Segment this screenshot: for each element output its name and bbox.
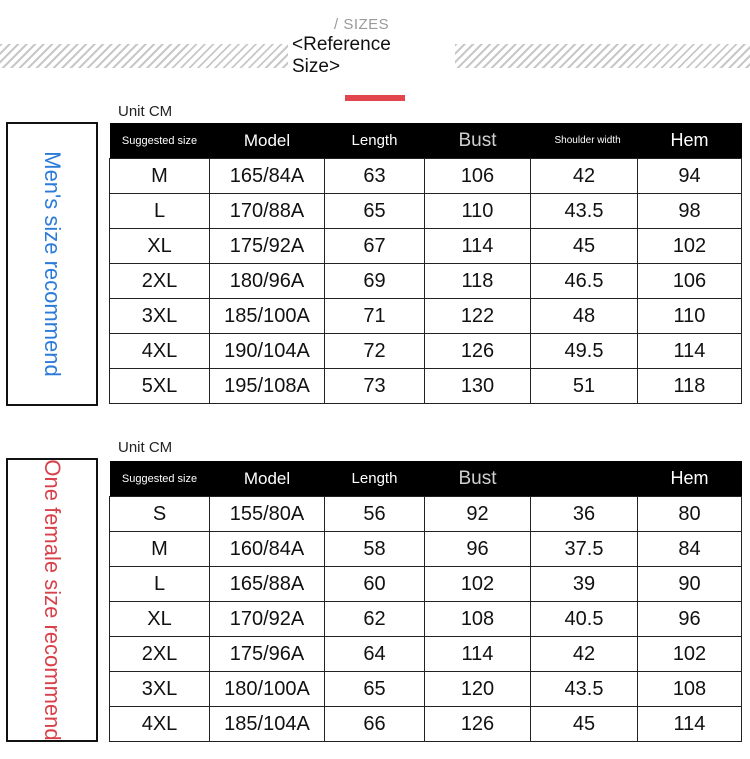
column-header: Hem: [638, 123, 742, 159]
table-cell: 126: [425, 334, 531, 369]
table-cell: 110: [638, 299, 742, 334]
table-row: [110, 194, 742, 229]
table-row: [110, 264, 742, 299]
table-cell: 190/104A: [210, 334, 325, 369]
women-header-row: [110, 461, 742, 497]
table-cell: 106: [638, 264, 742, 299]
table-cell: 80: [638, 497, 742, 532]
table-cell: 185/104A: [210, 707, 325, 742]
table-cell: 49.5: [531, 334, 638, 369]
table-cell: M: [110, 159, 210, 194]
table-cell: 2XL: [110, 637, 210, 672]
column-header: Shoulder width: [531, 123, 638, 159]
table-cell: 102: [638, 637, 742, 672]
table-cell: 96: [425, 532, 531, 567]
table-cell: 3XL: [110, 299, 210, 334]
table-cell: 96: [638, 602, 742, 637]
men-unit-label: Unit CM: [118, 103, 173, 120]
table-row: [110, 497, 742, 532]
table-cell: 66: [325, 707, 425, 742]
table-cell: 37.5: [531, 532, 638, 567]
table-cell: S: [110, 497, 210, 532]
table-cell: 2XL: [110, 264, 210, 299]
table-cell: 130: [425, 369, 531, 404]
table-cell: 48: [531, 299, 638, 334]
sizes-subtitle: / SIZES: [334, 16, 390, 33]
table-cell: 43.5: [531, 672, 638, 707]
table-cell: 94: [638, 159, 742, 194]
table-cell: 195/108A: [210, 369, 325, 404]
table-cell: 65: [325, 194, 425, 229]
table-cell: 4XL: [110, 334, 210, 369]
table-cell: 40.5: [531, 602, 638, 637]
table-cell: 3XL: [110, 672, 210, 707]
column-header: Hem: [638, 461, 742, 497]
men-side-label-box: [6, 122, 98, 406]
column-header: Suggested size: [110, 123, 210, 159]
women-size-table: [109, 461, 742, 742]
column-header: Length: [325, 461, 425, 497]
table-cell: 114: [638, 334, 742, 369]
table-cell: 180/100A: [210, 672, 325, 707]
table-cell: 170/92A: [210, 602, 325, 637]
table-cell: 5XL: [110, 369, 210, 404]
table-cell: M: [110, 532, 210, 567]
table-row: [110, 532, 742, 567]
table-cell: 71: [325, 299, 425, 334]
column-header: Suggested size: [110, 461, 210, 497]
table-cell: 114: [425, 229, 531, 264]
table-cell: 98: [638, 194, 742, 229]
table-cell: 56: [325, 497, 425, 532]
table-row: [110, 334, 742, 369]
table-row: [110, 299, 742, 334]
table-row: [110, 159, 742, 194]
table-cell: 165/84A: [210, 159, 325, 194]
table-cell: 170/88A: [210, 194, 325, 229]
table-cell: 118: [638, 369, 742, 404]
column-header: Model: [210, 123, 325, 159]
table-row: [110, 637, 742, 672]
table-cell: 108: [425, 602, 531, 637]
table-cell: 155/80A: [210, 497, 325, 532]
table-cell: 46.5: [531, 264, 638, 299]
table-cell: 39: [531, 567, 638, 602]
table-cell: XL: [110, 229, 210, 264]
page-title: <Reference Size>: [292, 34, 391, 77]
table-cell: 108: [638, 672, 742, 707]
table-cell: 126: [425, 707, 531, 742]
column-header: Model: [210, 461, 325, 497]
decorative-stripes-left: [0, 44, 288, 68]
men-header-row: [110, 123, 742, 159]
men-size-table: [109, 123, 742, 404]
column-header: Bust: [425, 461, 531, 497]
table-row: [110, 672, 742, 707]
table-row: [110, 567, 742, 602]
men-side-label: Men's size recommend: [40, 151, 65, 377]
table-cell: 45: [531, 229, 638, 264]
table-cell: 102: [425, 567, 531, 602]
table-row: [110, 602, 742, 637]
accent-bar: [345, 95, 405, 101]
table-cell: 43.5: [531, 194, 638, 229]
table-cell: 69: [325, 264, 425, 299]
table-cell: 165/88A: [210, 567, 325, 602]
column-header: Length: [325, 123, 425, 159]
table-cell: 180/96A: [210, 264, 325, 299]
women-side-label: One female size recommend: [40, 459, 65, 741]
table-cell: 160/84A: [210, 532, 325, 567]
table-row: [110, 369, 742, 404]
women-unit-label: Unit CM: [118, 439, 173, 456]
table-cell: 175/96A: [210, 637, 325, 672]
table-cell: L: [110, 194, 210, 229]
table-cell: 114: [425, 637, 531, 672]
table-cell: 106: [425, 159, 531, 194]
table-cell: 185/100A: [210, 299, 325, 334]
table-cell: 4XL: [110, 707, 210, 742]
table-row: [110, 707, 742, 742]
table-cell: 110: [425, 194, 531, 229]
table-cell: 102: [638, 229, 742, 264]
table-cell: 175/92A: [210, 229, 325, 264]
table-cell: 64: [325, 637, 425, 672]
table-cell: XL: [110, 602, 210, 637]
table-cell: 118: [425, 264, 531, 299]
table-cell: 122: [425, 299, 531, 334]
table-cell: 51: [531, 369, 638, 404]
table-cell: 42: [531, 159, 638, 194]
table-cell: 58: [325, 532, 425, 567]
table-row: [110, 229, 742, 264]
table-cell: 60: [325, 567, 425, 602]
table-cell: 36: [531, 497, 638, 532]
table-cell: 114: [638, 707, 742, 742]
table-cell: 65: [325, 672, 425, 707]
table-cell: 73: [325, 369, 425, 404]
table-cell: 84: [638, 532, 742, 567]
column-header: [531, 461, 638, 497]
table-cell: 120: [425, 672, 531, 707]
table-cell: 62: [325, 602, 425, 637]
table-cell: L: [110, 567, 210, 602]
column-header: Bust: [425, 123, 531, 159]
table-cell: 92: [425, 497, 531, 532]
decorative-stripes-right: [455, 44, 750, 68]
table-cell: 42: [531, 637, 638, 672]
table-cell: 67: [325, 229, 425, 264]
table-cell: 90: [638, 567, 742, 602]
women-side-label-box: [6, 458, 98, 742]
table-cell: 72: [325, 334, 425, 369]
table-cell: 45: [531, 707, 638, 742]
table-cell: 63: [325, 159, 425, 194]
